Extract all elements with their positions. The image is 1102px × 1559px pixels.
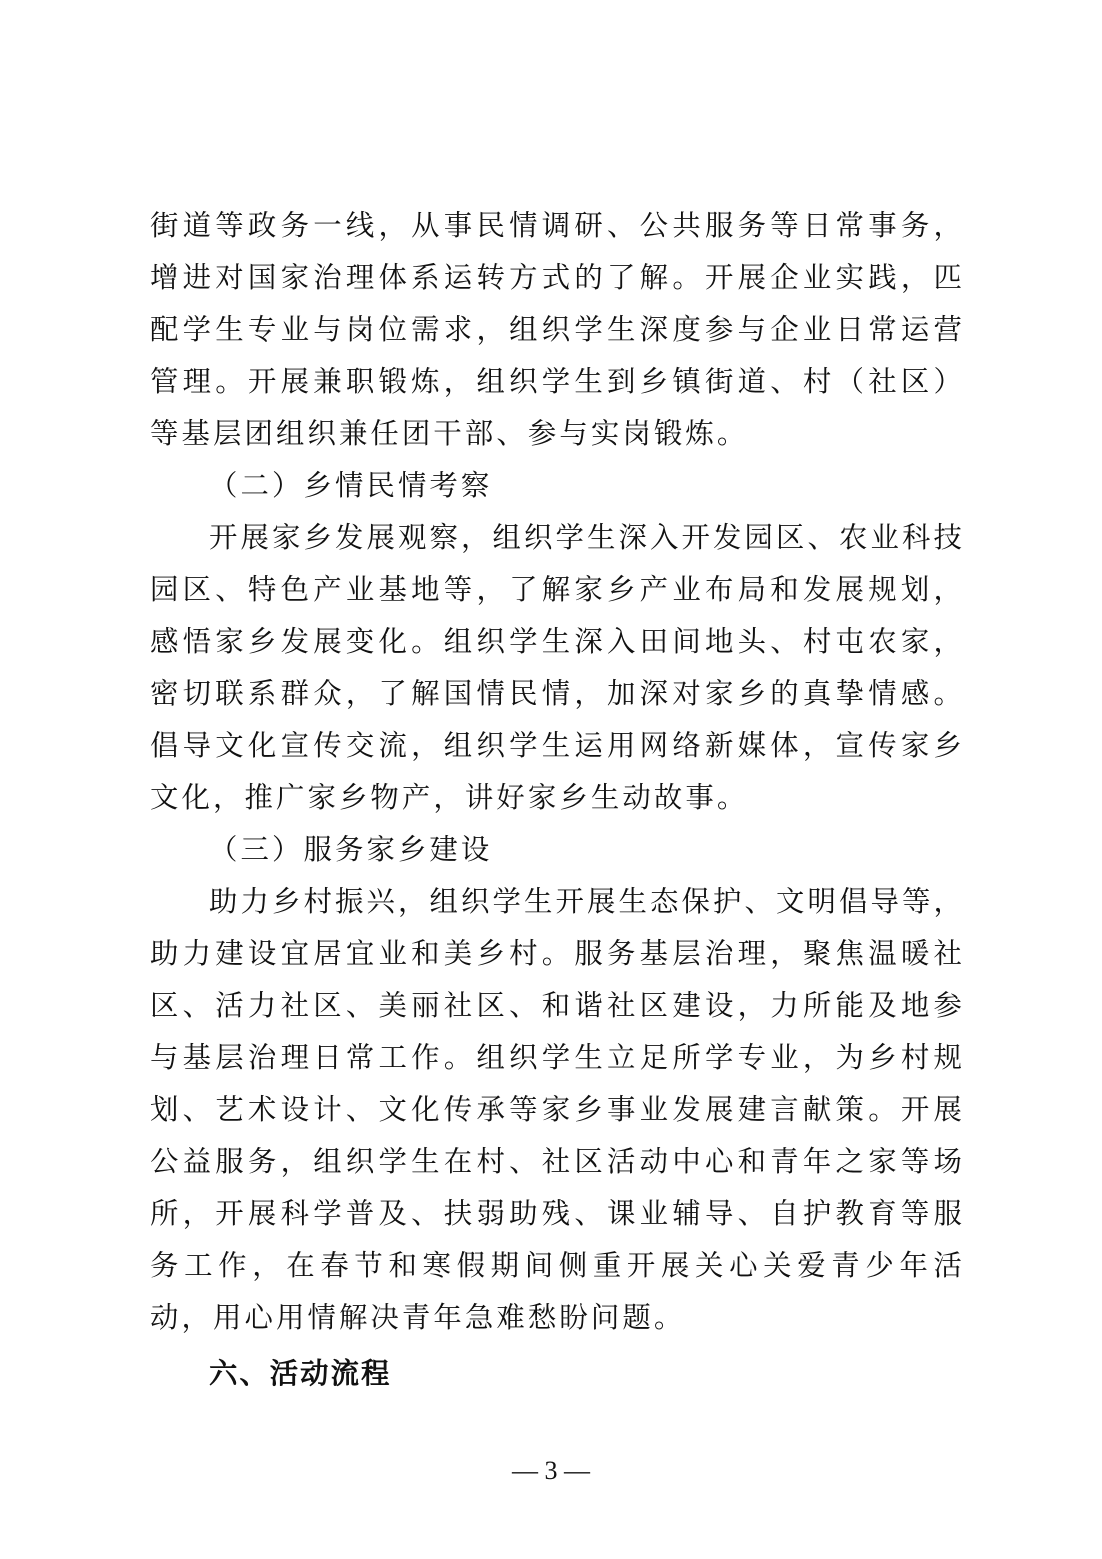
paragraph-serve-hometown: 助力乡村振兴，组织学生开展生态保护、文明倡导等，助力建设宜居宜业和美乡村。服务基层治理，聚焦温暖社区、活力社区、美丽社区、和谐社区建设，力所能及地参与基层治理日常工作。组织学生立足所学专业，为乡村规划、艺术设计、文化传承等家乡事业发展建言献策。开展公益服务，组织学生在村、社区活动中心和青年之家等场所，开展科学普及、扶弱助残、课业辅导、自护教育等服务工作，在春节和寒假期间侧重开展关心关爱青少年活动，用心用情解决青年急难愁盼问题。 (150, 885, 965, 1334)
section-heading-activity-process: 六、活动流程 (209, 1357, 392, 1390)
document-body (150, 200, 965, 1400)
subheading-hometown-survey: （二）乡情民情考察 (209, 469, 493, 502)
page-number: — 3 — (512, 1456, 590, 1485)
subheading-serve-hometown: （三）服务家乡建设 (209, 833, 493, 866)
paragraph-hometown-survey: 开展家乡发展观察，组织学生深入开发园区、农业科技园区、特色产业基地等，了解家乡产业布局和发展规划，感悟家乡发展变化。组织学生深入田间地头、村屯农家，密切联系群众，了解国情民情，加深对家乡的真挚情感。倡导文化宣传交流，组织学生运用网络新媒体，宣传家乡文化，推广家乡物产，讲好家乡生动故事。 (150, 521, 965, 814)
paragraph-practice-continuation: 街道等政务一线，从事民情调研、公共服务等日常事务，增进对国家治理体系运转方式的了解。开展企业实践，匹配学生专业与岗位需求，组织学生深度参与企业日常运营管理。开展兼职锻炼，组织学生到乡镇街道、村（社区）等基层团组织兼任团干部、参与实岗锻炼。 (150, 209, 965, 450)
